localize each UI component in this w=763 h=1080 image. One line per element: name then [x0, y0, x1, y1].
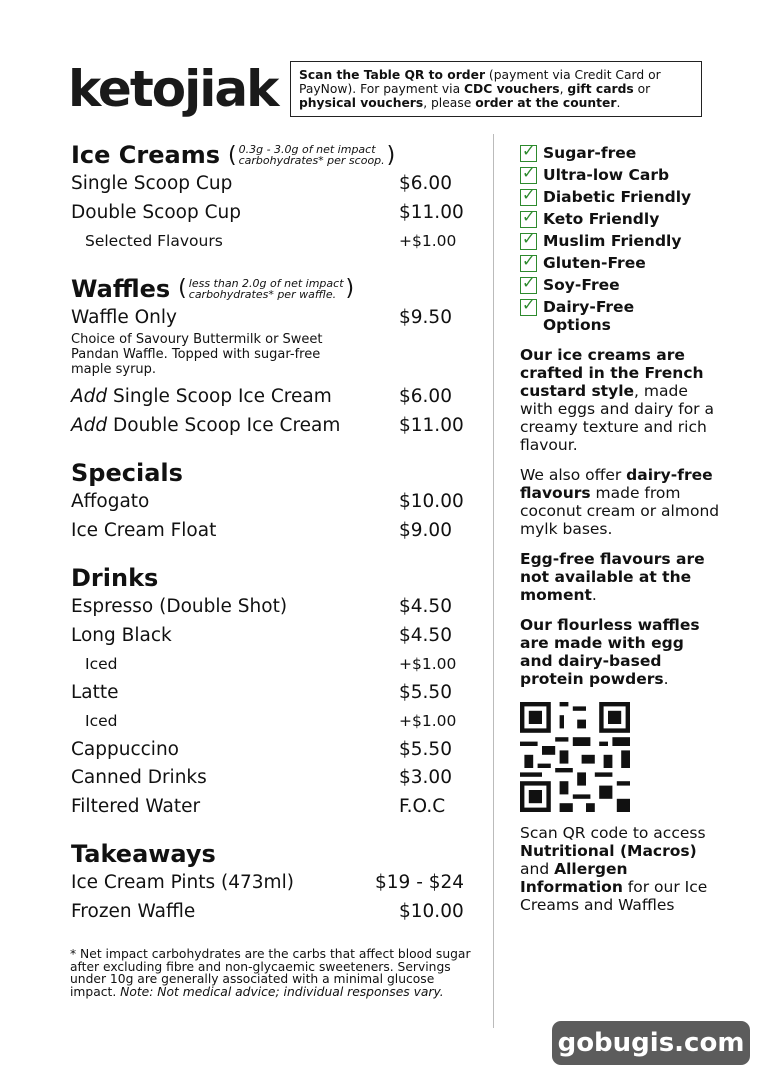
menu-item: Latte $5.50: [71, 681, 452, 703]
checkbox-icon: [520, 145, 537, 162]
notice-bold-4: physical vouchers: [299, 96, 424, 110]
feature-item: ✓ Dairy-Free Options: [520, 296, 720, 334]
checkbox-icon: [520, 277, 537, 294]
notice-text-2: or: [633, 82, 651, 96]
footnote: * Net impact carbohydrates are the carbs that affect blood sugar after excluding fibre and non-glycaemic sweeteners. Servings under 10g are generally associated with a minimal glucose impact. Note: Not medical advice; individual responses vary.: [70, 947, 471, 999]
feature-item: ✓ Sugar-free: [520, 142, 720, 164]
notice-bold-2: CDC vouchers: [464, 82, 560, 96]
item-description: Choice of Savoury Buttermilk or Sweet Pandan Waffle. Topped with sugar-free maple syrup.: [71, 332, 323, 377]
feature-item: ✓ Gluten-Free: [520, 252, 720, 274]
section-title: Ice Creams: [71, 141, 221, 169]
notice-text-3: , please: [423, 96, 476, 110]
section-specials: Specials: [71, 459, 183, 487]
feature-item: ✓ Muslim Friendly: [520, 230, 720, 252]
menu-item: Add Double Scoop Ice Cream $11.00: [71, 414, 464, 436]
menu-addon: Iced +$1.00: [85, 712, 457, 730]
menu-item: Ice Cream Pints (473ml) $19 - $24: [71, 872, 465, 893]
brand-logo: ketojiak: [68, 60, 278, 118]
notice-text-1: (payment via Credit Card or PayNow). For payment via: [299, 68, 661, 96]
feature-item: ✓ Diabetic Friendly: [520, 186, 720, 208]
section-note: ( less than 2.0g of net impact carbohydrates* per waffle. ): [178, 276, 355, 301]
info-egg-free: Egg-free flavours are not available at the moment.: [520, 550, 705, 604]
notice-sep: ,: [559, 82, 568, 96]
info-waffles: Our flourless waffles are made with egg and dairy-based protein powders.: [520, 616, 700, 688]
notice-bold-3: gift cards: [567, 82, 634, 96]
info-column: [520, 142, 720, 914]
checkbox-icon: [520, 167, 537, 184]
checkbox-icon: [520, 211, 537, 228]
menu-item: Ice Cream Float $9.00: [71, 519, 452, 541]
checkbox-icon: [520, 233, 537, 250]
menu-item: Long Black $4.50: [71, 624, 452, 646]
menu-item: Frozen Waffle $10.00: [71, 900, 464, 922]
info-dairy-free: We also offer dairy-free flavours made from coconut cream or almond mylk bases.: [520, 466, 720, 538]
checkbox-icon: [520, 255, 537, 272]
menu-addon: Selected Flavours +$1.00: [85, 232, 457, 250]
menu-addon: Iced +$1.00: [85, 655, 457, 673]
info-scan-qr: Scan QR code to access Nutritional (Macros) and Allergen Information for our Ice Creams and Waffles: [520, 824, 708, 914]
menu-column: [71, 140, 471, 926]
section-note: ( 0.3g - 3.0g of net impact carbohydrates* per scoop. ): [228, 142, 396, 168]
feature-item: ✓ Soy-Free: [520, 274, 720, 296]
qr-code-icon[interactable]: [520, 702, 630, 812]
menu-item: Canned Drinks $3.00: [71, 767, 452, 788]
feature-item: ✓ Ultra-low Carb: [520, 164, 720, 186]
menu-item: Filtered Water F.O.C: [71, 795, 446, 817]
menu-item: Single Scoop Cup $6.00: [71, 173, 452, 194]
section-takeaways: Takeaways: [71, 840, 216, 868]
menu-item: Cappuccino $5.50: [71, 738, 452, 760]
watermark-badge: gobugis.com: [552, 1021, 750, 1065]
notice-end: .: [616, 96, 621, 110]
menu-item: Waffle Only $9.50: [71, 306, 452, 328]
checkbox-icon: [520, 189, 537, 206]
column-divider: [493, 134, 494, 1028]
section-drinks: Drinks: [71, 564, 159, 592]
section-ice-creams: [71, 140, 471, 170]
notice-bold-5: order at the counter: [475, 96, 617, 110]
menu-item: Add Single Scoop Ice Cream $6.00: [71, 386, 452, 407]
order-notice: [290, 61, 702, 117]
section-waffles: [71, 274, 471, 304]
feature-item: ✓ Keto Friendly: [520, 208, 720, 230]
info-custard: Our ice creams are crafted in the French custard style, made with eggs and dairy for a creamy texture and rich flavour.: [520, 346, 714, 454]
menu-item: Affogato $10.00: [71, 491, 464, 512]
checkbox-icon: [520, 299, 537, 316]
section-title: Waffles: [71, 274, 171, 303]
menu-item: Espresso (Double Shot) $4.50: [71, 596, 452, 617]
menu-item: Double Scoop Cup $11.00: [71, 201, 464, 223]
notice-bold-1: Scan the Table QR to order: [299, 68, 486, 82]
